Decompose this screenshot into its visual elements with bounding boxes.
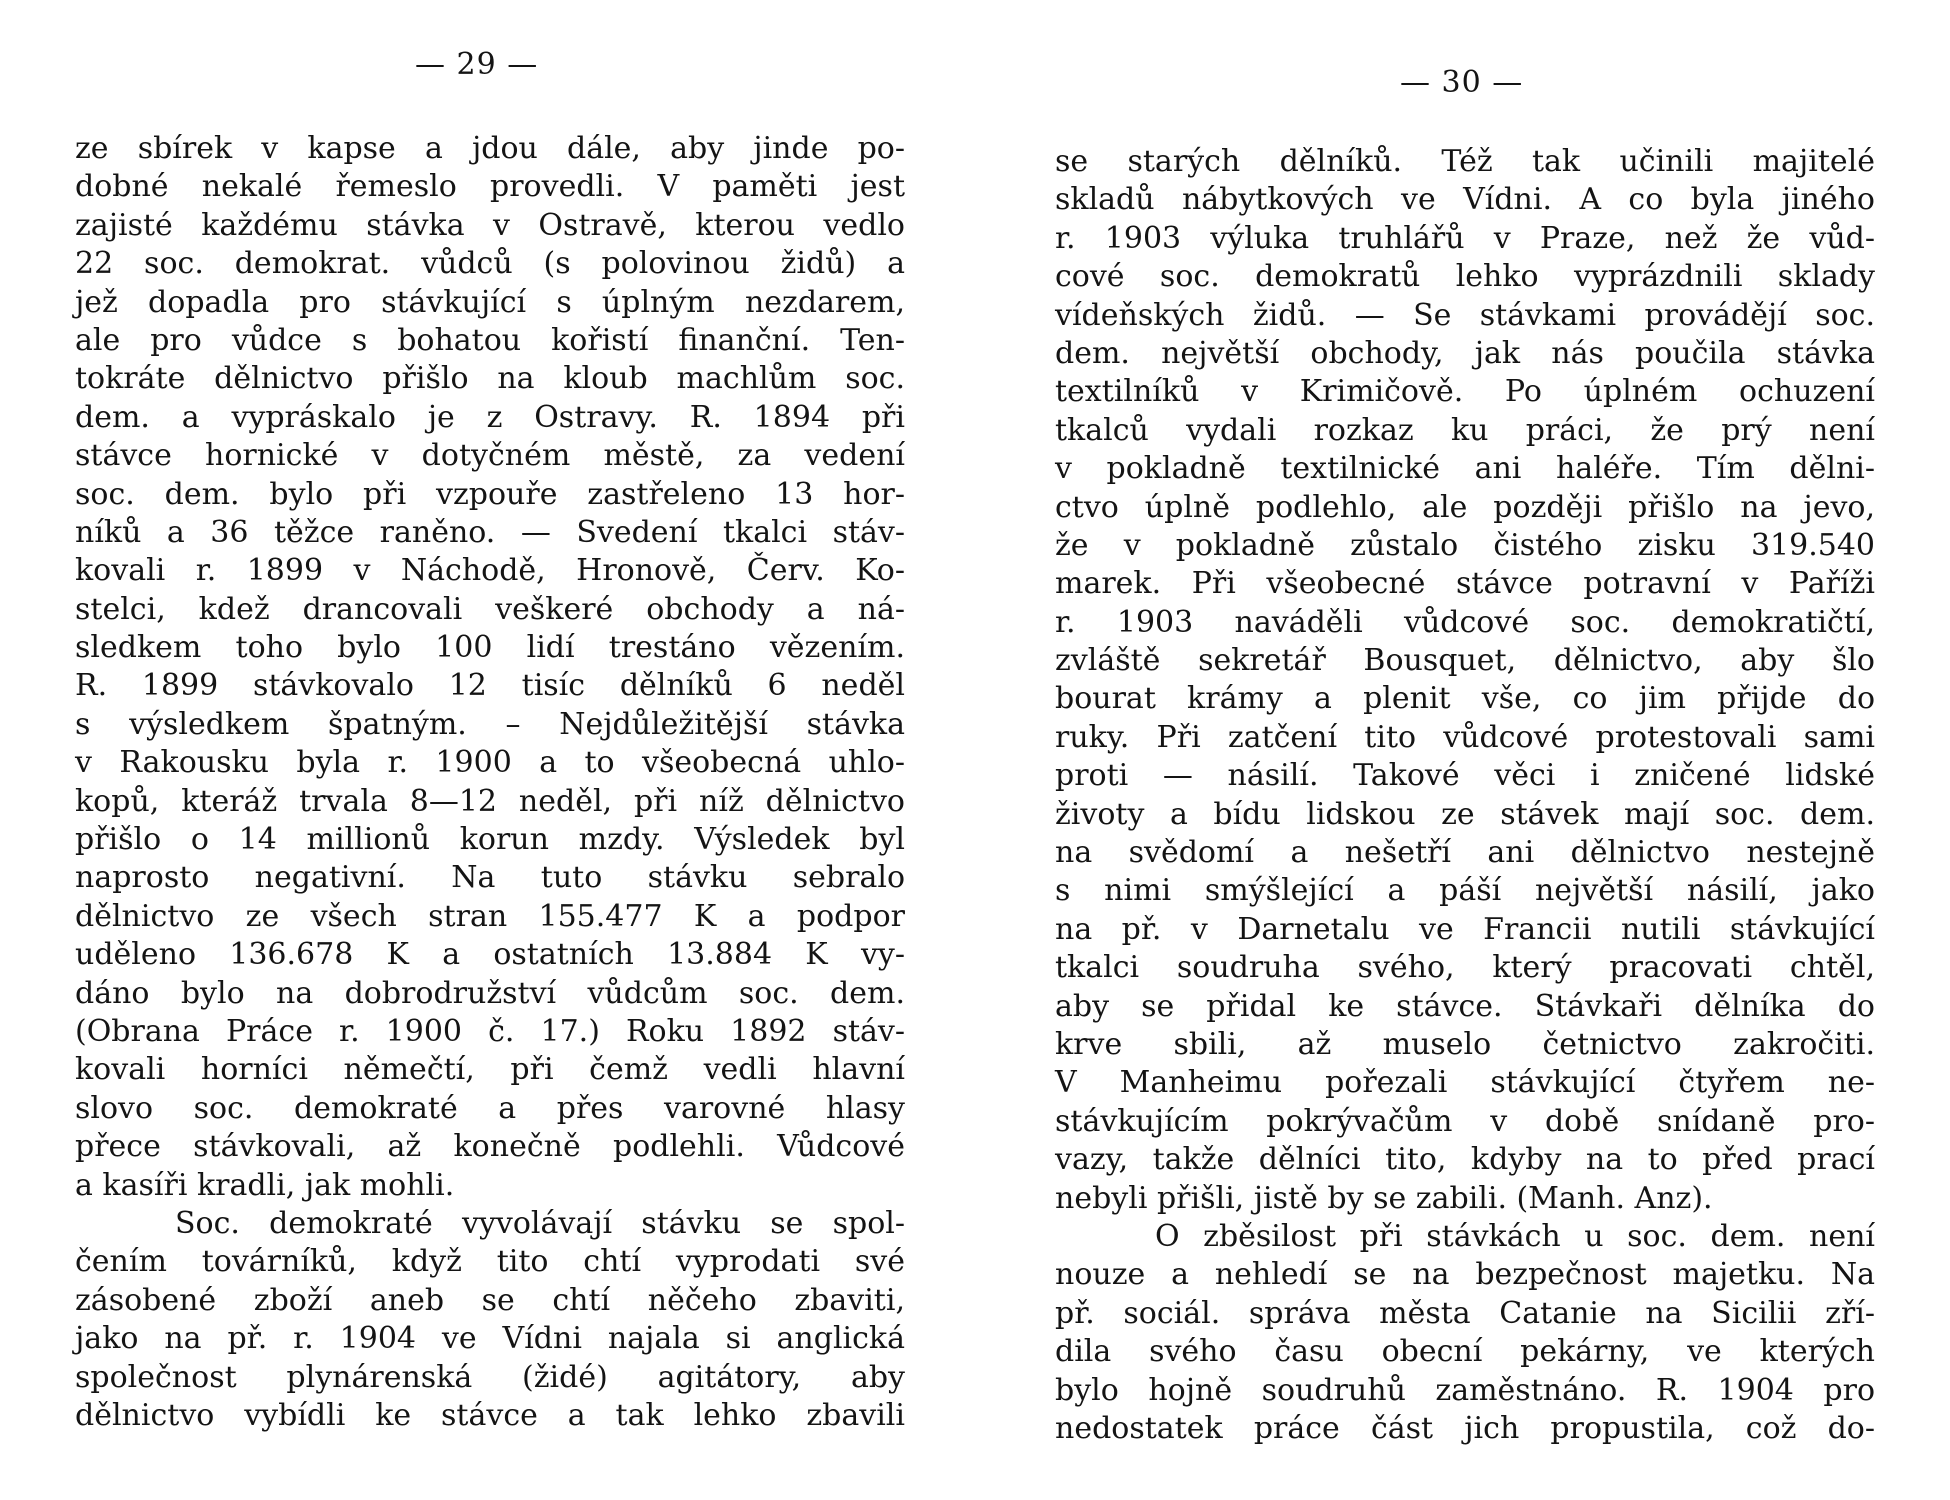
text-line: ale pro vůdce s bohatou kořistí finanční. Ten- [75, 322, 905, 358]
text-line: tkalci soudruha svého, který pracovati chtěl, [1055, 950, 1875, 986]
text-line: se starých dělníků. Též tak učinili majitelé [1055, 144, 1875, 179]
text-line: stávce hornické v dotyčném městě, za vedení [75, 438, 905, 474]
text-line: na př. v Darnetalu ve Francii nutili stávkující [1055, 911, 1875, 947]
text-line: (Obrana Práce r. 1900 č. 17.) Roku 1892 stáv- [75, 1013, 905, 1049]
text-line: ctvo úplně podlehlo, ale později přišlo na jevo, [1055, 489, 1875, 525]
text-line: kovali r. 1899 v Náchodě, Hronově, Červ. Ko- [75, 553, 905, 589]
text-line: přece stávkovali, až konečně podlehli. Vůdcové [75, 1129, 905, 1165]
text-line: dem. největší obchody, jak nás poučila stávka [1055, 335, 1875, 371]
text-line: vazy, takže dělníci tito, kdyby na to před prací [1055, 1142, 1875, 1178]
text-line: zajisté každému stávka v Ostravě, kterou vedlo [75, 207, 905, 243]
paragraph-start-line: Soc. demokraté vyvolávají stávku se spol- [175, 1205, 905, 1241]
left-page-text [75, 130, 905, 1435]
text-line: vídeňských židů. — Se stávkami provádějí soc. [1055, 297, 1875, 333]
text-line: slovo soc. demokraté a přes varovné hlasy [75, 1090, 905, 1126]
text-line: tokráte dělnictvo přišlo na kloub machlům soc. [75, 361, 905, 397]
page-number-29: — 29 — [415, 47, 539, 82]
text-line: že v pokladně zůstalo čistého zisku 319.540 [1055, 527, 1875, 563]
text-line: kovali horníci němečtí, při čemž vedli hlavní [75, 1052, 905, 1088]
text-line: 22 soc. demokrat. vůdců (s polovinou židů) a [75, 246, 905, 282]
text-line: ruky. Při zatčení tito vůdcové protestovali sami [1055, 719, 1875, 755]
text-line: textilníků v Krimičově. Po úplném ochuzení [1055, 374, 1875, 410]
text-line: životy a bídu lidskou ze stávek mají soc. dem. [1055, 796, 1875, 832]
text-line: cové soc. demokratů lehko vyprázdnili sklady [1055, 259, 1875, 295]
text-line: stelci, kdež drancovali veškeré obchody a ná- [75, 591, 905, 627]
text-line: zvláště sekretář Bousquet, dělnictvo, aby šlo [1055, 643, 1875, 679]
text-line: bourat krámy a plenit vše, co jim přijde do [1055, 681, 1875, 717]
page-number-30: — 30 — [1400, 65, 1524, 100]
text-line: stávkujícím pokrývačům v době snídaně pro- [1055, 1103, 1875, 1139]
text-line: dělnictvo vybídli ke stávce a tak lehko zbavili [75, 1397, 905, 1433]
text-line: soc. dem. bylo při vzpouře zastřeleno 13 hor- [75, 476, 905, 512]
text-line: dobné nekalé řemeslo provedli. V paměti jest [75, 169, 905, 205]
text-line: nedostatek práce část jich propustila, což do- [1055, 1410, 1875, 1446]
text-line: V Manheimu pořezali stávkující čtyřem ne- [1055, 1065, 1875, 1101]
text-line: naprosto negativní. Na tuto stávku sebralo [75, 860, 905, 896]
text-line: dila svého času obecní pekárny, ve kterých [1055, 1334, 1875, 1370]
text-line: s výsledkem špatným. – Nejdůležitější stávka [75, 706, 905, 742]
text-line: bylo hojně soudruhů zaměstnáno. R. 1904 pro [1055, 1372, 1875, 1408]
text-line: R. 1899 stávkovalo 12 tisíc dělníků 6 neděl [75, 668, 905, 704]
text-line: a kasíři kradli, jak mohli. [75, 1167, 455, 1203]
text-line: př. sociál. správa města Catanie na Sicilii zří- [1055, 1295, 1875, 1331]
text-line: aby se přidal ke stávce. Stávkaři dělníka do [1055, 988, 1875, 1024]
right-page-text [1055, 143, 1875, 1448]
text-line: uděleno 136.678 K a ostatních 13.884 K vy- [75, 937, 905, 973]
text-line: v pokladně textilnické ani haléře. Tím dělni- [1055, 451, 1875, 487]
text-line: tkalců vydali rozkaz ku práci, že prý není [1055, 412, 1875, 448]
text-line: r. 1903 výluka truhlářů v Praze, než že vůd- [1055, 220, 1875, 256]
text-line: dělnictvo ze všech stran 155.477 K a podpor [75, 898, 905, 934]
text-line: společnost plynárenská (židé) agitátory, aby [75, 1359, 905, 1395]
paragraph-start-line: O zběsilost při stávkách u soc. dem. není [1155, 1218, 1875, 1254]
text-line: kopů, kteráž trvala 8—12 neděl, při níž dělnictvo [75, 783, 905, 819]
text-line: čením továrníků, když tito chtí vyprodati své [75, 1244, 905, 1280]
text-line: s nimi smýšlející a páší největší násilí, jako [1055, 873, 1875, 909]
text-line: r. 1903 naváděli vůdcové soc. demokratičtí, [1055, 604, 1875, 640]
text-line: dem. a vypráskalo je z Ostravy. R. 1894 při [75, 399, 905, 435]
text-line: nebyli přišli, jistě by se zabili. (Manh. Anz). [1055, 1180, 1713, 1216]
text-line: krve sbili, až muselo četnictvo zakročiti. [1055, 1026, 1875, 1062]
text-line: proti — násilí. Takové věci i zničené lidské [1055, 758, 1875, 794]
text-line: dáno bylo na dobrodružství vůdcům soc. dem. [75, 975, 905, 1011]
text-line: jež dopadla pro stávkující s úplným nezdarem, [75, 284, 905, 320]
text-line: v Rakousku byla r. 1900 a to všeobecná uhlo- [75, 745, 905, 781]
text-line: skladů nábytkových ve Vídni. A co byla jiného [1055, 182, 1875, 218]
text-line: zásobené zboží aneb se chtí něčeho zbaviti, [75, 1282, 905, 1318]
text-line: sledkem toho bylo 100 lidí trestáno vězením. [75, 630, 905, 666]
text-line: marek. Při všeobecné stávce potravní v Paříži [1055, 566, 1875, 602]
text-line: ze sbírek v kapse a jdou dále, aby jinde po- [75, 131, 905, 166]
text-line: nouze a nehledí se na bezpečnost majetku. Na [1055, 1257, 1875, 1293]
right-page [975, 0, 1950, 1500]
text-line: níků a 36 těžce raněno. — Svedení tkalci stáv- [75, 514, 905, 550]
text-line: jako na př. r. 1904 ve Vídni najala si anglická [75, 1321, 905, 1357]
text-line: přišlo o 14 millionů korun mzdy. Výsledek byl [75, 822, 905, 858]
text-line: na svědomí a nešetří ani dělnictvo nestejně [1055, 835, 1875, 871]
